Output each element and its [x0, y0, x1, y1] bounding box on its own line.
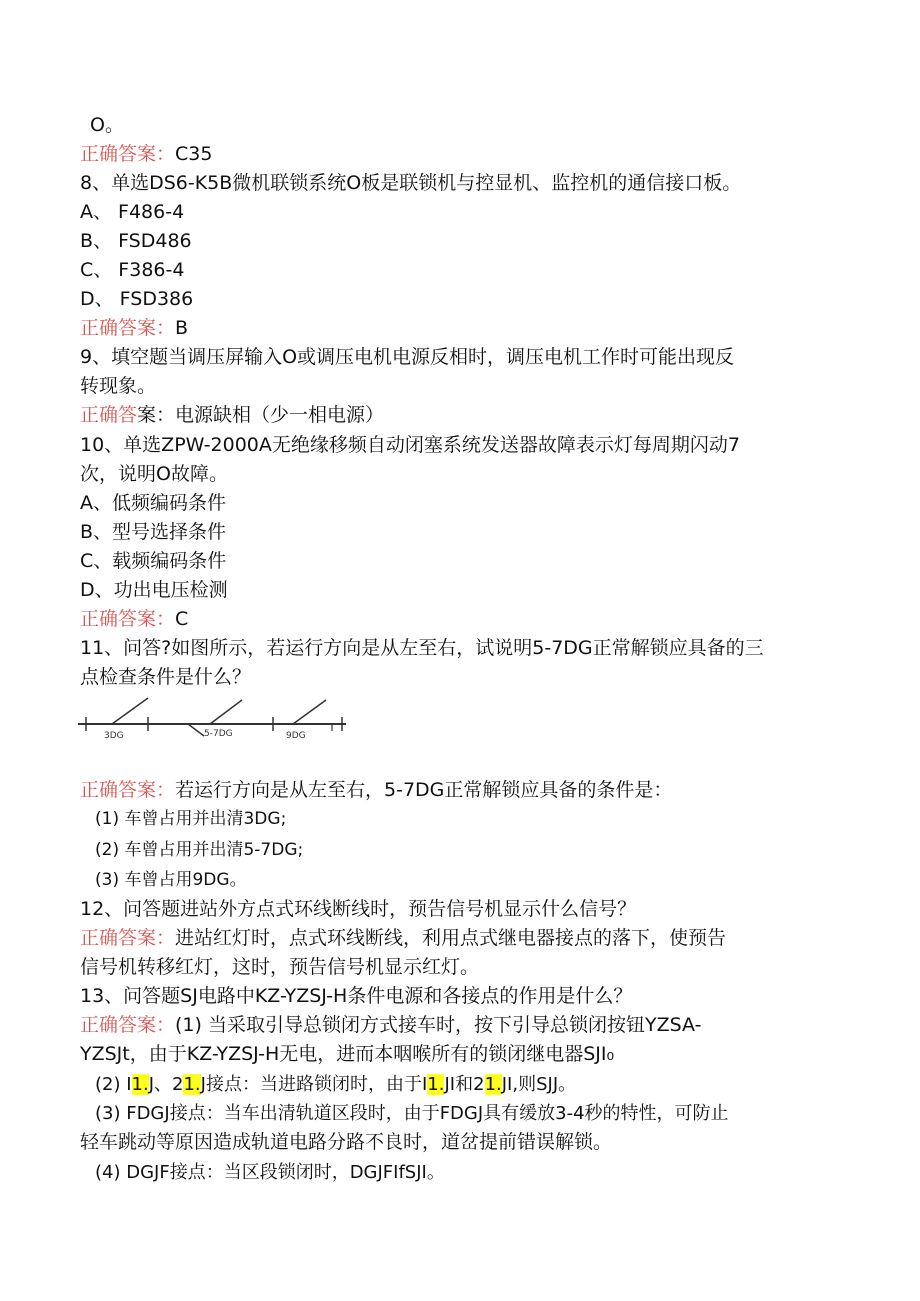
- answer-label: 正确答案：: [80, 927, 176, 949]
- answer-item: (4) DGJF接点：当区段锁闭时，DGJFIfSJI。: [95, 1162, 445, 1183]
- answer-value: 案：电源缺相（少一相电源）: [137, 404, 385, 426]
- answer-value: 若运行方向是从左至右，5-7DG正常解锁应具备的条件是：: [175, 779, 673, 801]
- answer-item: (2) 车曾占用并出清5-7DG;: [95, 840, 304, 860]
- question-10-cont: 次，说明O故障。: [80, 463, 228, 485]
- turnout-branch: [188, 724, 204, 736]
- item-text: JI和2: [444, 1074, 485, 1095]
- answer-label: 正确答案：: [80, 317, 176, 339]
- question-9: 9、填空题当调压屏输入O或调压电机电源反相时，调压电机工作时可能出现反: [80, 346, 735, 368]
- answer-item: (1) 车曾占用并出清3DG;: [95, 809, 287, 829]
- question-11-cont: 点检查条件是什么？: [80, 666, 252, 688]
- answer-line: [80, 401, 860, 430]
- option-b: B、 FSD486: [80, 230, 192, 252]
- answer-label: 正确答: [80, 404, 138, 426]
- question-9-cont: 转现象。: [80, 375, 157, 397]
- answer-line: [80, 1011, 860, 1040]
- turnout-branch: [210, 700, 242, 724]
- answer-line: [80, 924, 860, 953]
- answer-label: 正确答案：: [80, 779, 176, 801]
- option-c: C、 F386-4: [80, 259, 185, 281]
- question-11: 11、问答?如图所示，若运行方向是从左至右，试说明5-7DG正常解锁应具备的三: [80, 637, 764, 659]
- answer-line: [80, 314, 860, 343]
- item-text: J、2: [148, 1074, 184, 1095]
- question-10: 10、单选ZPW-2000A无绝缘移频自动闭塞系统发送器故障表示灯每周期闪动7: [80, 434, 740, 456]
- question-8: 8、单选DS6-K5B微机联锁系统O板是联锁机与控显机、监控机的通信接口板。: [80, 172, 742, 194]
- option-d: D、 FSD386: [80, 288, 194, 310]
- label-5-7dg: 5-7DG: [204, 729, 233, 739]
- text-line: O。: [90, 114, 124, 136]
- option-b: B、型号选择条件: [80, 521, 227, 543]
- item-text: J接点：当进路锁闭时，由于I: [200, 1074, 428, 1095]
- question-13: 13、问答题SJ电路中KZ-YZSJ-H条件电源和各接点的作用是什么？: [80, 985, 633, 1007]
- answer-line: [80, 776, 860, 805]
- option-a: A、 F486-4: [80, 201, 185, 223]
- answer-cont: 轻车跳动等原因造成轨道电路分路不良时，道岔提前错误解锁。: [80, 1131, 613, 1153]
- item-text: JI,则SJJ。: [501, 1074, 577, 1095]
- turnout-branch: [112, 698, 148, 724]
- answer-label: 正确答案：: [80, 143, 176, 165]
- option-d: D、功出电压检测: [80, 579, 228, 601]
- answer-item: (3) FDGJ接点：当车出清轨道区段时，由于FDGJ具有缓放3-4秒的特性，可防止: [95, 1103, 729, 1124]
- track-diagram: [78, 694, 348, 746]
- answer-item: (3) 车曾占用9DG。: [95, 870, 247, 890]
- answer-value: C35: [175, 143, 213, 165]
- answer-value: C: [175, 608, 189, 630]
- label-9dg: 9DG: [286, 731, 306, 741]
- highlight-mark: 1.: [183, 1074, 201, 1095]
- highlight-mark: 1.: [131, 1074, 149, 1095]
- answer-value: B: [175, 317, 189, 339]
- highlight-mark: 1.: [484, 1074, 502, 1095]
- label-3dg: 3DG: [104, 731, 124, 741]
- answer-line: [80, 140, 860, 169]
- turnout-branch: [293, 700, 326, 724]
- question-12: 12、问答题进站外方点式环线断线时，预告信号机显示什么信号？: [80, 898, 637, 920]
- answer-item: [95, 1070, 875, 1099]
- answer-line: [80, 605, 860, 634]
- answer-label: 正确答案：: [80, 1014, 176, 1036]
- answer-value: (1) 当采取引导总锁闭方式接车时，按下引导总锁闭按钮YZSA-: [175, 1014, 702, 1036]
- answer-cont: 信号机转移红灯，这时，预告信号机显示红灯。: [80, 956, 480, 978]
- answer-value: 进站红灯时，点式环线断线，利用点式继电器接点的落下，使预告: [175, 927, 727, 949]
- option-a: A、低频编码条件: [80, 492, 226, 514]
- option-c: C、载频编码条件: [80, 550, 227, 572]
- answer-cont: YZSJt，由于KZ-YZSJ-H无电，进而本咽喉所有的锁闭继电器SJI₀: [80, 1043, 615, 1065]
- highlight-mark: 1.: [427, 1074, 445, 1095]
- item-text: (2) I: [95, 1074, 132, 1095]
- answer-label: 正确答案：: [80, 608, 176, 630]
